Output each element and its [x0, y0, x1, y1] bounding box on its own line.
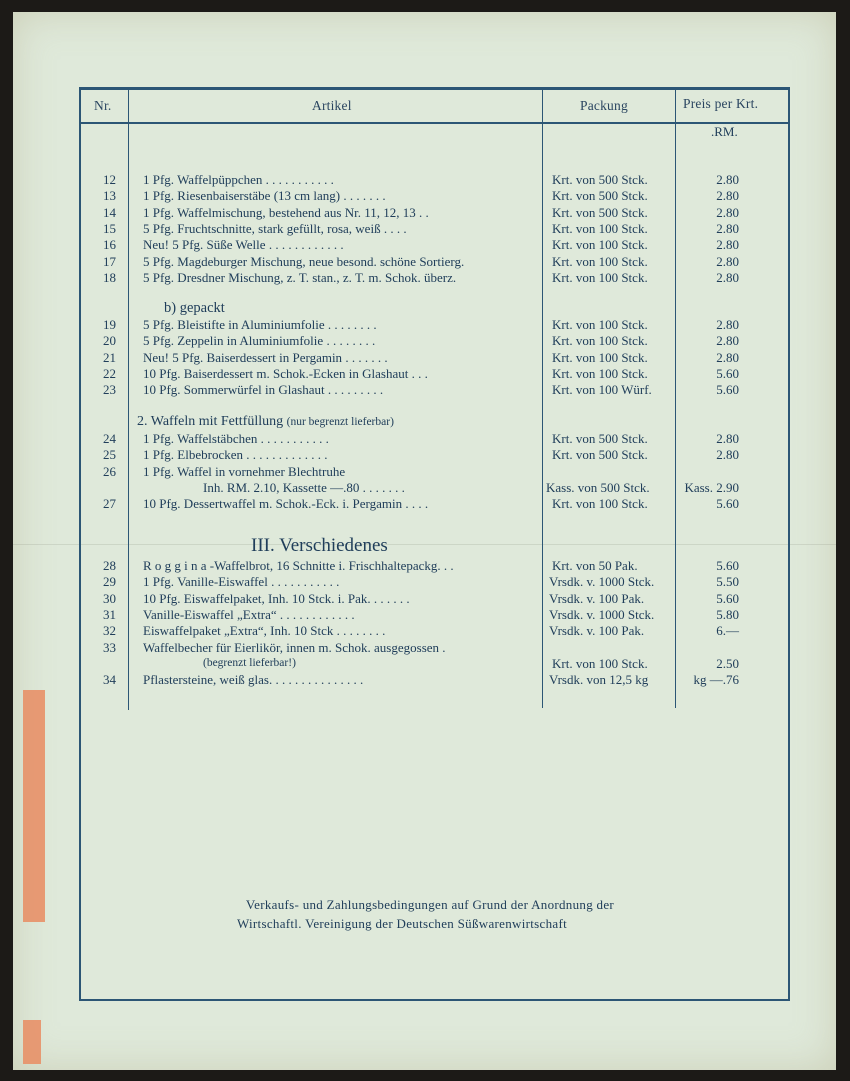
row-preis: 2.80: [716, 253, 739, 269]
orange-stain-lower: [23, 1020, 41, 1064]
row-preis: 2.80: [716, 269, 739, 285]
row-preis: 2.80: [716, 431, 739, 446]
header-packung: Packung: [580, 98, 628, 113]
row-artikel: [143, 623, 385, 638]
row-packung: Krt. von 100 Stck.: [552, 365, 648, 381]
row-artikel: [143, 574, 339, 589]
row-packung: Vrsdk. von 12,5 kg: [549, 671, 649, 687]
row-artikel: [143, 205, 429, 220]
row-artikel: [143, 270, 456, 285]
row-preis: 5.60: [716, 382, 739, 398]
row-nr: 29: [103, 574, 116, 590]
row-artikel-text: 1 Pfg. Waffelpüppchen: [143, 172, 263, 187]
row-artikel: [143, 237, 344, 252]
section-2-title: 2. Waffeln mit Fettfüllung: [137, 414, 284, 429]
row-artikel: [143, 254, 464, 269]
row-packung: Vrsdk. v. 100 Pak.: [549, 590, 645, 606]
row-preis: 2.80: [716, 447, 739, 463]
row-artikel-text: 10 Pfg. Sommerwürfel in Glashaut: [143, 382, 325, 398]
row-nr: 22: [103, 365, 116, 381]
row-artikel-text: 1 Pfg. Elbebrocken: [143, 447, 244, 463]
row-nr: 20: [103, 333, 116, 349]
row-preis: kg —.76: [693, 671, 739, 687]
leader-dots: . . . . . . . . . . .: [262, 172, 334, 187]
row-preis: 5.60: [716, 495, 739, 511]
row-packung: Krt. von 100 Stck.: [552, 317, 648, 332]
leader-dots: . .: [415, 204, 429, 220]
header-preis: Preis per Krt.: [683, 96, 759, 111]
row-artikel: [143, 431, 329, 446]
row-nr: 12: [103, 172, 116, 187]
header-top-rule: [79, 88, 790, 90]
row-packung: Vrsdk. v. 1000 Stck.: [549, 606, 655, 622]
row-nr: 32: [103, 623, 116, 639]
row-packung: Krt. von 500 Stck.: [552, 431, 648, 446]
section-3-heading: III. Verschiedenes: [251, 535, 388, 556]
header-bottom-rule: [79, 122, 790, 124]
row-artikel-line2: [203, 656, 296, 671]
row-artikel-text: R o g g i n a -Waffelbrot, 16 Schnitte i. Frischhaltepackg.: [143, 558, 441, 573]
row-artikel-text: 5 Pfg. Dresdner Mischung, z. T. stan., z. T. m. Schok. überz.: [143, 269, 457, 285]
row-artikel: [143, 607, 355, 622]
row-preis: 2.80: [716, 220, 739, 236]
row-packung: Krt. von 100 Stck.: [552, 237, 648, 253]
row-artikel-text: 5 Pfg. Bleistifte in Aluminiumfolie: [143, 317, 325, 332]
section-2-note: (nur begrenzt lieferbar): [286, 416, 394, 428]
header-nr: Nr.: [94, 98, 112, 113]
leader-dots: . . . . . . . . . . .: [267, 574, 340, 590]
row-preis: 5.80: [716, 606, 739, 622]
row-artikel-text: Neu! 5 Pfg. Baiserdessert in Pergamin: [143, 349, 343, 365]
row-artikel-text: Waffelbecher für Eierlikör, innen m. Schok. ausgegossen: [143, 639, 440, 655]
row-artikel: [143, 333, 375, 348]
row-artikel: [143, 591, 410, 606]
leader-dots: . . . . . . . .: [323, 333, 376, 349]
row-preis: 5.60: [716, 590, 739, 606]
row-packung: Krt. von 100 Stck.: [552, 655, 648, 671]
row-packung: Krt. von 100 Stck.: [552, 495, 648, 511]
col-rule-artikel: [542, 88, 543, 708]
row-artikel-text: 1 Pfg. Vanille-Eiswaffel: [143, 574, 268, 590]
currency-label: .RM.: [711, 124, 738, 139]
row-packung: Krt. von 500 Stck.: [552, 188, 648, 204]
section-b-heading: b) gepackt: [164, 300, 225, 316]
row-packung: Krt. von 500 Stck.: [552, 204, 648, 220]
row-artikel: [143, 317, 377, 332]
leader-dots: . . . . . . .: [359, 479, 405, 495]
row-nr: 25: [103, 447, 116, 463]
leader-dots: . . . . . . . . . . .: [257, 431, 329, 446]
section-2-heading: [137, 414, 394, 430]
row-nr: 18: [103, 269, 116, 285]
row-nr: 21: [103, 349, 116, 365]
row-preis: 2.80: [716, 172, 739, 187]
row-nr: 34: [103, 671, 116, 687]
leader-dots: . . . .: [380, 220, 407, 236]
row-artikel-text: Pflastersteine, weiß glas.: [143, 671, 273, 687]
row-preis: 5.60: [716, 558, 739, 573]
row-packung: Vrsdk. v. 1000 Stck.: [549, 574, 655, 590]
leader-dots: . . . . . . . .: [324, 317, 377, 332]
row-preis: 2.80: [716, 317, 739, 332]
row-packung: Krt. von 100 Würf.: [552, 382, 652, 398]
row-packung: Krt. von 100 Stck.: [552, 333, 648, 349]
row-preis: 2.80: [716, 333, 739, 349]
row-artikel: [143, 672, 363, 687]
row-nr: 24: [103, 431, 116, 446]
row-artikel-line2: [203, 480, 405, 495]
col-rule-nr: [128, 88, 129, 710]
row-packung: Krt. von 500 Stck.: [552, 447, 648, 463]
row-artikel-text: 5 Pfg. Magdeburger Mischung, neue besond. schöne Sortierg.: [143, 253, 465, 269]
row-nr: 15: [103, 220, 116, 236]
leader-dots: .: [439, 639, 446, 655]
row-nr: 17: [103, 253, 116, 269]
row-packung: Kass. von 500 Stck.: [546, 479, 650, 495]
row-nr: 28: [103, 558, 116, 573]
row-preis: 2.80: [716, 204, 739, 220]
row-preis: 5.60: [716, 365, 739, 381]
row-artikel: [143, 350, 388, 365]
row-packung: Krt. von 100 Stck.: [552, 269, 648, 285]
leader-dots: . .: [440, 558, 454, 573]
row-artikel-text: 10 Pfg. Dessertwaffel m. Schok.-Eck. i. Pergamin: [143, 495, 403, 511]
leader-dots: . . . . . . . .: [333, 623, 386, 639]
row-artikel-text: 10 Pfg. Eiswaffelpaket, Inh. 10 Stck. i. Pak.: [143, 590, 371, 606]
row-artikel-text: 5 Pfg. Zeppelin in Aluminiumfolie: [143, 333, 324, 349]
row-artikel-text: 1 Pfg. Waffel in vornehmer Blechtruhe: [143, 463, 346, 479]
leader-dots: . . .: [408, 365, 428, 381]
row-artikel-text: 1 Pfg. Riesenbaiserstäbe (13 cm lang): [143, 188, 341, 204]
leader-dots: . . . . . . . . . . . .: [276, 606, 355, 622]
leader-dots: . . . .: [402, 495, 429, 511]
orange-stain: [23, 690, 45, 922]
row-packung: Krt. von 50 Pak.: [552, 558, 638, 573]
leader-dots: . . . . . . . . . . . . .: [243, 447, 328, 463]
row-artikel: [143, 366, 428, 381]
footer-line-2: Wirtschaftl. Vereinigung der Deutschen Süßwarenwirtschaft: [236, 916, 568, 931]
row-nr: 33: [103, 639, 116, 655]
row-artikel-text: 1 Pfg. Waffelmischung, bestehend aus Nr. 11, 12, 13: [143, 204, 416, 220]
leader-dots: . . . . . . . . .: [324, 382, 384, 398]
row-artikel-text: 5 Pfg. Fruchtschnitte, stark gefüllt, rosa, weiß: [143, 220, 381, 236]
row-artikel: [143, 221, 407, 236]
row-nr: 19: [103, 317, 116, 332]
row-packung: Krt. von 100 Stck.: [552, 220, 648, 236]
row-preis: 2.80: [716, 349, 739, 365]
row-packung: Krt. von 500 Stck.: [552, 172, 648, 187]
leader-dots: . . . . . . .: [340, 188, 386, 204]
row-artikel: [143, 464, 345, 479]
row-nr: 27: [103, 495, 116, 511]
row-nr: 31: [103, 606, 116, 622]
row-artikel-text: Vanille-Eiswaffel „Extra“: [143, 606, 277, 622]
row-preis: 2.50: [716, 655, 739, 671]
row-preis: Kass. 2.90: [684, 479, 739, 495]
row-artikel-line2-text: (begrenzt lieferbar!): [203, 656, 296, 669]
row-preis: 5.50: [716, 574, 739, 590]
leader-dots: . . . . . .: [370, 590, 410, 606]
row-artikel: [143, 496, 428, 511]
footer-line-1: Verkaufs- und Zahlungsbedingungen auf Grund der Anordnung der: [245, 897, 615, 912]
row-artikel-line2-text: Inh. RM. 2.10, Kassette —.80: [203, 479, 360, 495]
row-preis: 2.80: [716, 237, 739, 253]
row-artikel: [143, 447, 328, 462]
header-artikel: Artikel: [312, 98, 352, 113]
row-nr: 13: [103, 188, 116, 204]
row-artikel: [143, 188, 386, 203]
row-packung: Vrsdk. v. 100 Pak.: [549, 623, 645, 639]
row-nr: 30: [103, 590, 116, 606]
leader-dots: . . . . . . . . . . . .: [265, 237, 344, 253]
row-artikel: [143, 172, 334, 187]
row-nr: 26: [103, 463, 116, 479]
row-packung: Krt. von 100 Stck.: [552, 253, 648, 269]
row-packung: Krt. von 100 Stck.: [552, 349, 648, 365]
row-preis: 2.80: [716, 188, 739, 204]
row-nr: 16: [103, 237, 116, 253]
row-nr: 14: [103, 204, 116, 220]
row-artikel-text: 1 Pfg. Waffelstäbchen: [143, 431, 258, 446]
row-artikel-text: Eiswaffelpaket „Extra“, Inh. 10 Stck: [143, 623, 334, 639]
row-artikel: [143, 382, 383, 397]
row-artikel-text: Neu! 5 Pfg. Süße Welle: [143, 237, 266, 253]
leader-dots: . . . . . . . . . . . . . .: [272, 671, 364, 687]
leader-dots: . . . . . . .: [342, 349, 388, 365]
row-artikel: [143, 640, 446, 655]
row-artikel-text: 10 Pfg. Baiserdessert m. Schok.-Ecken in Glashaut: [143, 365, 409, 381]
row-artikel: [143, 558, 454, 573]
row-preis: 6.—: [716, 623, 739, 639]
row-nr: 23: [103, 382, 116, 398]
